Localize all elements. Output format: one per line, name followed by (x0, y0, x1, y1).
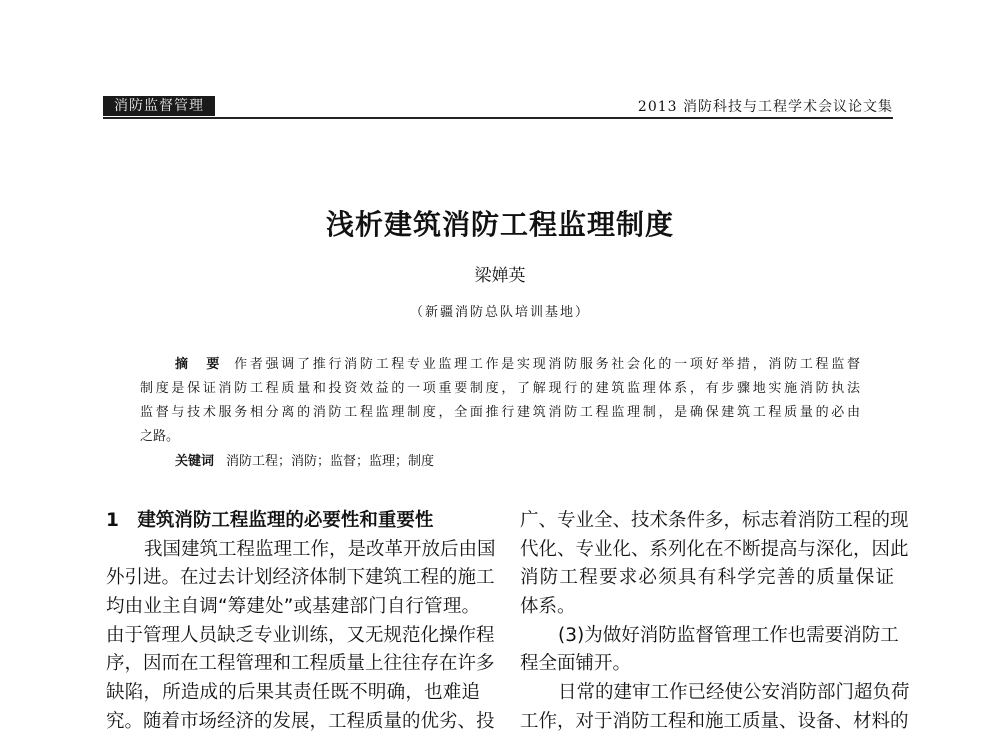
body-line: 我国建筑工程监理工作，是改革开放后由国 (144, 538, 496, 560)
body-line: 序，因而在工程管理和工程质量上往往存在许多 (106, 653, 495, 675)
body-line: 缺陷，所造成的后果其责任既不明确，也难追 (106, 682, 480, 704)
body-left-column (106, 507, 496, 737)
abstract-line (175, 357, 860, 373)
abstract-line: 制度是保证消防工程质量和投资效益的一项重要制度，了解现行的建筑监理体系，有步骤地实施消防执法 (140, 381, 860, 396)
article-title: 浅析建筑消防工程监理制度 (325, 208, 674, 241)
body-line: 日常的建审工作已经使公安消防部门超负荷 (558, 682, 910, 704)
abstract-line: 监督与技术服务相分离的消防工程监理制度，全面推行建筑消防工程监理制，是确保建筑工程质量的必由 (140, 405, 860, 420)
proceedings-title: 2013 消防科技与工程学术会议论文集 (637, 99, 893, 115)
body-line: 广、专业全、技术条件多，标志着消防工程的现 (520, 510, 909, 531)
body-line: 消防工程要求必须具有科学完善的质量保证 (520, 567, 894, 589)
body-line: 体系。 (520, 596, 576, 618)
header-rule (103, 117, 893, 119)
body-line: 均由业主自调“筹建处”或基建部门自行管理。 (106, 596, 480, 618)
keywords-line (175, 454, 895, 470)
section-label: 消防监督管理 (103, 96, 215, 116)
body-line: 外引进。在过去计划经济体制下建筑工程的施工 (106, 567, 495, 589)
article-affiliation: （新疆消防总队培训基地） (409, 305, 590, 320)
body-right-column (520, 507, 910, 737)
keywords: 消防工程；消防；监督；监理；制度 (226, 454, 435, 469)
body-line: 究。随着市场经济的发展，工程质量的优劣、投 (106, 710, 495, 732)
section-heading: 1 建筑消防工程监理的必要性和重要性 (106, 510, 434, 531)
article-author: 梁婵英 (474, 266, 526, 286)
abstract-label: 摘 要 (175, 357, 223, 372)
abstract-text: 作者强调了推行消防工程专业监理工作是实现消防服务社会化的一项好举措，消防工程监督 (234, 357, 860, 372)
body-line: 工作，对于消防工程和施工质量、设备、材料的 (520, 710, 909, 732)
abstract-line: 之路。 (140, 429, 180, 444)
body-line: 程全面铺开。 (520, 653, 632, 675)
keywords-label: 关键词 (175, 454, 215, 469)
body-line: 代化、专业化、系列化在不断提高与深化，因此 (520, 538, 909, 560)
body-line: 由于管理人员缺乏专业训练，又无规范化操作程 (106, 624, 495, 646)
body-line: (3)为做好消防监督管理工作也需要消防工 (558, 624, 899, 646)
